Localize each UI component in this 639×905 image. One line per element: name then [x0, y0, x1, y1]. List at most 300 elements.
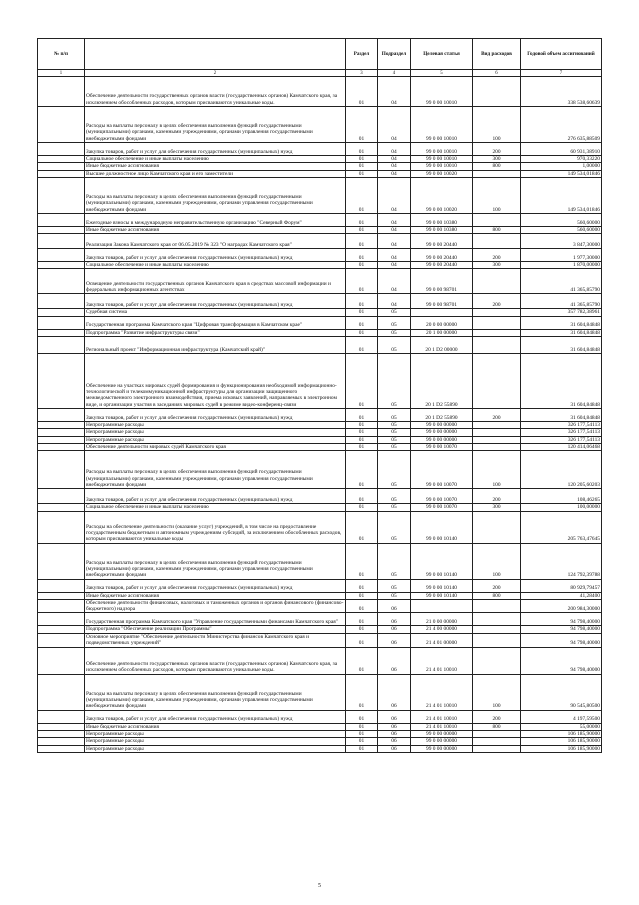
row-vid-cell: 100	[473, 177, 521, 213]
row-razdel-cell: 01	[346, 647, 378, 674]
row-razdel-cell: 01	[346, 674, 378, 710]
table-row	[38, 329, 602, 336]
row-num-cell	[38, 156, 85, 163]
row-podrazdel-cell: 04	[378, 163, 411, 170]
row-vid-cell: 800	[473, 723, 521, 730]
row-podrazdel-cell: 04	[378, 213, 411, 226]
row-name-cell: Закупка товаров, работ и услуг для обеспечения государственных (муниципальных) нужд	[85, 489, 346, 504]
row-sum-cell: 31 604,84848	[521, 409, 602, 422]
row-sum-cell: 41,28400	[521, 592, 602, 599]
row-num-cell	[38, 234, 85, 249]
table-row	[38, 738, 602, 745]
row-vid-cell	[473, 731, 521, 738]
row-num-cell	[38, 723, 85, 730]
row-statya-cell: 99 0 00 10140	[411, 511, 473, 543]
row-vid-cell: 200	[473, 579, 521, 592]
row-podrazdel-cell: 04	[378, 107, 411, 143]
row-name-cell: Непрограммные расходы	[85, 422, 346, 429]
header-razdel: Раздел	[346, 39, 378, 70]
column-number-row	[38, 70, 602, 77]
col-number: 2	[85, 70, 346, 77]
table-row	[38, 731, 602, 738]
row-podrazdel-cell: 04	[378, 177, 411, 213]
row-statya-cell: 99 0 00 00000	[411, 429, 473, 436]
row-name-cell: Высшее должностное лицо Камчатского края и его заместители	[85, 170, 346, 177]
table-row	[38, 354, 602, 409]
row-podrazdel-cell: 05	[378, 316, 411, 329]
row-sum-cell: 1 977,30000	[521, 249, 602, 262]
row-podrazdel-cell: 05	[378, 504, 411, 511]
table-row	[38, 143, 602, 156]
table-row	[38, 77, 602, 107]
row-razdel-cell: 01	[346, 316, 378, 329]
row-razdel-cell: 01	[346, 422, 378, 429]
row-statya-cell: 99 0 00 10380	[411, 226, 473, 233]
row-vid-cell	[473, 429, 521, 436]
row-name-cell: Основное мероприятие "Обеспечение деятельности Министерства финансов Камчатского края и подведомственных учреждений"	[85, 633, 346, 647]
row-podrazdel-cell: 05	[378, 429, 411, 436]
row-num-cell	[38, 409, 85, 422]
row-name-cell: Обеспечение деятельности государственных органов власти (государственных органов) Камчатского края, за исключением обособленных расходов, которым присваиваются уникальные коды.	[85, 647, 346, 674]
row-podrazdel-cell: 05	[378, 592, 411, 599]
row-num-cell	[38, 731, 85, 738]
row-name-cell: Обеспечение на участках мировых судей формирования и функционирования необходимой информационно-технологической и телекоммуникационной инфраструктуры для организации защищенного межведомственного электронного взаимодействия, приема исковых заявлений, направляемых в электронном виде, и организации участия в заседаниях мировых судей в режиме видео-конференц-связи	[85, 354, 346, 409]
row-podrazdel-cell: 05	[378, 451, 411, 489]
row-vid-cell	[473, 213, 521, 226]
row-num-cell	[38, 309, 85, 316]
row-sum-cell: 120 205,60203	[521, 451, 602, 489]
row-name-cell: Расходы на обеспечение деятельности (оказание услуг) учреждений, в том числе на предоставление государственным бюджетным и автономным учреждениям субсидий, за исключением обособленных расходов, которым присваиваются уникальные коды	[85, 511, 346, 543]
row-name-cell: Закупка товаров, работ и услуг для обеспечения государственных (муниципальных) нужд	[85, 294, 346, 309]
table-row	[38, 316, 602, 329]
row-num-cell	[38, 226, 85, 233]
row-podrazdel-cell: 06	[378, 626, 411, 633]
row-vid-cell	[473, 745, 521, 752]
row-razdel-cell: 01	[346, 143, 378, 156]
row-razdel-cell: 01	[346, 226, 378, 233]
row-statya-cell: 99 0 00 00000	[411, 738, 473, 745]
row-vid-cell: 300	[473, 262, 521, 269]
row-name-cell: Иные бюджетные ассигнования	[85, 163, 346, 170]
row-vid-cell	[473, 647, 521, 674]
row-name-cell: Иные бюджетные ассигнования	[85, 592, 346, 599]
row-podrazdel-cell: 06	[378, 731, 411, 738]
row-razdel-cell: 01	[346, 249, 378, 262]
table-row	[38, 226, 602, 233]
row-statya-cell: 99 0 00 10010	[411, 156, 473, 163]
row-sum-cell: 31 604,84848	[521, 354, 602, 409]
row-sum-cell: 338 538,60639	[521, 77, 602, 107]
row-statya-cell: 99 0 00 10140	[411, 543, 473, 579]
table-row	[38, 294, 602, 309]
table-row	[38, 409, 602, 422]
row-sum-cell: 90 545,80500	[521, 674, 602, 710]
table-row	[38, 745, 602, 752]
header-statya: Целевая статья	[411, 39, 473, 70]
row-podrazdel-cell: 04	[378, 170, 411, 177]
page-number: 5	[318, 883, 321, 889]
row-sum-cell: 326 177,54113	[521, 436, 602, 443]
row-sum-cell: 357 782,38961	[521, 309, 602, 316]
row-razdel-cell: 01	[346, 451, 378, 489]
row-razdel-cell: 01	[346, 613, 378, 626]
row-num-cell	[38, 354, 85, 409]
row-statya-cell: 99 0 00 00000	[411, 422, 473, 429]
table-row	[38, 599, 602, 613]
row-num-cell	[38, 511, 85, 543]
row-podrazdel-cell: 06	[378, 745, 411, 752]
row-statya-cell: 99 0 00 10070	[411, 489, 473, 504]
row-podrazdel-cell: 05	[378, 409, 411, 422]
row-vid-cell: 800	[473, 592, 521, 599]
row-num-cell	[38, 710, 85, 723]
table-row	[38, 177, 602, 213]
row-razdel-cell: 01	[346, 294, 378, 309]
row-podrazdel-cell: 04	[378, 234, 411, 249]
row-name-cell: Иные бюджетные ассигнования	[85, 226, 346, 233]
row-podrazdel-cell: 05	[378, 337, 411, 354]
row-num-cell	[38, 429, 85, 436]
col-number: 4	[378, 70, 411, 77]
table-row	[38, 170, 602, 177]
row-razdel-cell: 01	[346, 177, 378, 213]
row-statya-cell	[411, 309, 473, 316]
table-row	[38, 723, 602, 730]
row-name-cell: Государственная программа Камчатского края "Управление государственными финансами Камчатского края"	[85, 613, 346, 626]
row-name-cell: Расходы на выплаты персоналу в целях обеспечения выполнения функций государственными (муниципальными) органами, казенными учреждениями, органами управления государственными внебюджетными фондами	[85, 543, 346, 579]
row-sum-cell: 41 365,85790	[521, 269, 602, 294]
row-sum-cell: 31 604,84848	[521, 329, 602, 336]
row-sum-cell: 31 604,84848	[521, 316, 602, 329]
table-row	[38, 156, 602, 163]
row-podrazdel-cell: 05	[378, 443, 411, 450]
row-razdel-cell: 01	[346, 738, 378, 745]
row-vid-cell	[473, 316, 521, 329]
row-razdel-cell: 01	[346, 309, 378, 316]
row-razdel-cell: 01	[346, 723, 378, 730]
table-row	[38, 543, 602, 579]
row-statya-cell: 99 0 00 10020	[411, 177, 473, 213]
row-podrazdel-cell: 06	[378, 674, 411, 710]
row-razdel-cell: 01	[346, 489, 378, 504]
row-razdel-cell: 01	[346, 579, 378, 592]
row-statya-cell: 99 0 00 20440	[411, 262, 473, 269]
row-sum-cell: 326 177,54113	[521, 429, 602, 436]
row-razdel-cell: 01	[346, 543, 378, 579]
row-podrazdel-cell: 05	[378, 422, 411, 429]
row-razdel-cell: 01	[346, 269, 378, 294]
row-name-cell: Закупка товаров, работ и услуг для обеспечения государственных (муниципальных) нужд	[85, 710, 346, 723]
row-vid-cell: 200	[473, 294, 521, 309]
row-num-cell	[38, 294, 85, 309]
row-razdel-cell: 01	[346, 354, 378, 409]
row-razdel-cell: 01	[346, 436, 378, 443]
header-name	[85, 39, 346, 70]
row-sum-cell: 106 185,90000	[521, 745, 602, 752]
col-number: 6	[473, 70, 521, 77]
table-row	[38, 592, 602, 599]
row-name-cell: Региональный проект "Информационная инфраструктура (Камчатский край)"	[85, 337, 346, 354]
row-name-cell: Социальное обеспечение и иные выплаты населению	[85, 262, 346, 269]
row-statya-cell: 99 0 00 10020	[411, 170, 473, 177]
row-num-cell	[38, 316, 85, 329]
row-vid-cell	[473, 309, 521, 316]
row-num-cell	[38, 633, 85, 647]
table-row	[38, 626, 602, 633]
row-sum-cell: 970,33220	[521, 156, 602, 163]
row-podrazdel-cell: 05	[378, 309, 411, 316]
row-name-cell: Непрограммные расходы	[85, 738, 346, 745]
row-sum-cell: 4 197,59500	[521, 710, 602, 723]
row-podrazdel-cell: 06	[378, 710, 411, 723]
row-name-cell: Подпрограмма "Обеспечение реализации Программы"	[85, 626, 346, 633]
row-podrazdel-cell: 04	[378, 143, 411, 156]
row-statya-cell: 21 0 00 00000	[411, 613, 473, 626]
row-name-cell: Непрограммные расходы	[85, 429, 346, 436]
row-podrazdel-cell: 04	[378, 226, 411, 233]
row-sum-cell: 55,00000	[521, 723, 602, 730]
row-name-cell: Обеспечение деятельности мировых судей Камчатского края	[85, 443, 346, 450]
col-number: 7	[521, 70, 602, 77]
row-num-cell	[38, 489, 85, 504]
row-vid-cell: 300	[473, 156, 521, 163]
row-statya-cell: 21 4 01 10010	[411, 674, 473, 710]
header-row	[38, 39, 602, 70]
row-statya-cell: 99 0 00 10070	[411, 443, 473, 450]
row-podrazdel-cell: 05	[378, 543, 411, 579]
row-vid-cell	[473, 599, 521, 613]
row-statya-cell: 99 0 00 10380	[411, 213, 473, 226]
row-name-cell: Закупка товаров, работ и услуг для обеспечения государственных (муниципальных) нужд	[85, 249, 346, 262]
row-statya-cell: 99 0 00 10070	[411, 504, 473, 511]
row-num-cell	[38, 77, 85, 107]
row-num-cell	[38, 143, 85, 156]
row-num-cell	[38, 337, 85, 354]
table-row	[38, 234, 602, 249]
table-row	[38, 710, 602, 723]
row-vid-cell: 200	[473, 489, 521, 504]
col-number: 5	[411, 70, 473, 77]
row-podrazdel-cell: 06	[378, 723, 411, 730]
table-row	[38, 422, 602, 429]
row-sum-cell: 1 870,00000	[521, 262, 602, 269]
row-razdel-cell: 01	[346, 592, 378, 599]
row-sum-cell: 60 931,38910	[521, 143, 602, 156]
row-podrazdel-cell: 05	[378, 436, 411, 443]
row-statya-cell: 99 0 00 98701	[411, 294, 473, 309]
row-razdel-cell: 01	[346, 262, 378, 269]
row-razdel-cell: 01	[346, 107, 378, 143]
row-vid-cell	[473, 170, 521, 177]
col-number: 3	[346, 70, 378, 77]
row-vid-cell	[473, 626, 521, 633]
row-podrazdel-cell: 05	[378, 354, 411, 409]
table-row	[38, 249, 602, 262]
row-razdel-cell: 01	[346, 626, 378, 633]
row-razdel-cell: 01	[346, 77, 378, 107]
row-vid-cell: 100	[473, 543, 521, 579]
row-razdel-cell: 01	[346, 429, 378, 436]
row-vid-cell	[473, 234, 521, 249]
row-num-cell	[38, 422, 85, 429]
row-sum-cell: 94 798,40000	[521, 633, 602, 647]
row-num-cell	[38, 170, 85, 177]
row-sum-cell: 124 792,39788	[521, 543, 602, 579]
table-row	[38, 451, 602, 489]
row-vid-cell	[473, 422, 521, 429]
row-sum-cell: 100,00000	[521, 504, 602, 511]
row-num-cell	[38, 451, 85, 489]
row-sum-cell: 106 185,90000	[521, 738, 602, 745]
row-sum-cell: 3 847,30000	[521, 234, 602, 249]
header-podrazdel: Подраздел	[378, 39, 411, 70]
row-vid-cell: 300	[473, 504, 521, 511]
row-statya-cell: 99 0 00 00000	[411, 745, 473, 752]
row-vid-cell	[473, 436, 521, 443]
row-statya-cell: 20 1 00 00000	[411, 329, 473, 336]
table-row	[38, 579, 602, 592]
row-vid-cell	[473, 354, 521, 409]
row-razdel-cell: 01	[346, 511, 378, 543]
row-num-cell	[38, 262, 85, 269]
row-name-cell: Закупка товаров, работ и услуг для обеспечения государственных (муниципальных) нужд	[85, 579, 346, 592]
row-vid-cell	[473, 337, 521, 354]
row-vid-cell	[473, 633, 521, 647]
row-statya-cell: 99 0 00 00000	[411, 731, 473, 738]
row-statya-cell: 21 4 01 10010	[411, 723, 473, 730]
row-vid-cell: 800	[473, 163, 521, 170]
row-num-cell	[38, 177, 85, 213]
row-vid-cell: 200	[473, 710, 521, 723]
header-sum: Годовой объем ассигнований	[521, 39, 602, 70]
table-row	[38, 262, 602, 269]
row-statya-cell: 21 4 01 00000	[411, 633, 473, 647]
row-podrazdel-cell: 04	[378, 156, 411, 163]
row-podrazdel-cell: 04	[378, 77, 411, 107]
row-name-cell: Социальное обеспечение и иные выплаты населению	[85, 156, 346, 163]
row-name-cell: Закупка товаров, работ и услуг для обеспечения государственных (муниципальных) нужд	[85, 143, 346, 156]
row-vid-cell	[473, 511, 521, 543]
row-statya-cell: 99 0 00 10140	[411, 592, 473, 599]
row-statya-cell: 21 4 01 10010	[411, 710, 473, 723]
row-podrazdel-cell: 05	[378, 329, 411, 336]
table-row	[38, 436, 602, 443]
row-name-cell: Подпрограмма "Развитие инфраструктуры связи"	[85, 329, 346, 336]
row-sum-cell: 560,60000	[521, 226, 602, 233]
row-razdel-cell: 01	[346, 156, 378, 163]
row-num-cell	[38, 579, 85, 592]
row-vid-cell	[473, 77, 521, 107]
row-num-cell	[38, 543, 85, 579]
row-podrazdel-cell: 06	[378, 647, 411, 674]
row-vid-cell: 100	[473, 674, 521, 710]
row-sum-cell: 1,00000	[521, 163, 602, 170]
row-statya-cell: 21 4 00 00000	[411, 626, 473, 633]
table-row	[38, 613, 602, 626]
row-statya-cell	[411, 599, 473, 613]
row-num-cell	[38, 269, 85, 294]
row-name-cell: Судебная система	[85, 309, 346, 316]
row-razdel-cell: 01	[346, 213, 378, 226]
row-name-cell: Иные бюджетные ассигнования	[85, 723, 346, 730]
row-sum-cell: 94 798,40000	[521, 613, 602, 626]
row-statya-cell: 99 0 00 20440	[411, 249, 473, 262]
row-statya-cell: 99 0 00 10140	[411, 579, 473, 592]
row-name-cell: Расходы на выплаты персоналу в целях обеспечения выполнения функций государственными (муниципальными) органами, казенными учреждениями, органами управления государственными внебюджетными фондами	[85, 177, 346, 213]
row-razdel-cell: 01	[346, 163, 378, 170]
row-statya-cell: 99 0 00 98701	[411, 269, 473, 294]
table-row	[38, 269, 602, 294]
row-num-cell	[38, 249, 85, 262]
row-num-cell	[38, 107, 85, 143]
row-sum-cell: 108,46265	[521, 489, 602, 504]
table-row	[38, 489, 602, 504]
row-name-cell: Расходы на выплаты персоналу в целях обеспечения выполнения функций государственными (муниципальными) органами, казенными учреждениями, органами управления государственными внебюджетными фондами	[85, 674, 346, 710]
row-podrazdel-cell: 06	[378, 613, 411, 626]
row-statya-cell: 99 0 00 10010	[411, 143, 473, 156]
row-podrazdel-cell: 06	[378, 599, 411, 613]
row-sum-cell: 200 984,30000	[521, 599, 602, 613]
table-row	[38, 443, 602, 450]
row-sum-cell: 31 604,84848	[521, 337, 602, 354]
row-num-cell	[38, 436, 85, 443]
row-podrazdel-cell: 05	[378, 579, 411, 592]
row-name-cell: Непрограммные расходы	[85, 731, 346, 738]
row-statya-cell: 20 0 00 00000	[411, 316, 473, 329]
row-statya-cell: 21 4 01 10010	[411, 647, 473, 674]
row-vid-cell	[473, 613, 521, 626]
row-vid-cell: 100	[473, 107, 521, 143]
row-name-cell: Обеспечение деятельности государственных органов власти (государственных органов) Камчатского края, за исключением обособленных расходов, которым присваиваются уникальные коды.	[85, 77, 346, 107]
table-row	[38, 633, 602, 647]
row-statya-cell: 99 0 00 00000	[411, 436, 473, 443]
row-podrazdel-cell: 04	[378, 269, 411, 294]
row-name-cell: Непрограммные расходы	[85, 436, 346, 443]
row-statya-cell: 20 1 D2 00000	[411, 337, 473, 354]
row-vid-cell: 200	[473, 409, 521, 422]
row-num-cell	[38, 599, 85, 613]
row-vid-cell: 200	[473, 249, 521, 262]
row-razdel-cell: 01	[346, 234, 378, 249]
row-sum-cell: 94 798,40000	[521, 626, 602, 633]
row-num-cell	[38, 626, 85, 633]
row-sum-cell: 94 798,40000	[521, 647, 602, 674]
row-num-cell	[38, 647, 85, 674]
row-num-cell	[38, 613, 85, 626]
header-vid: Вид расходов	[473, 39, 521, 70]
row-sum-cell: 80 929,79457	[521, 579, 602, 592]
row-name-cell: Закупка товаров, работ и услуг для обеспечения государственных (муниципальных) нужд	[85, 409, 346, 422]
row-vid-cell: 800	[473, 226, 521, 233]
row-podrazdel-cell: 06	[378, 738, 411, 745]
row-statya-cell: 99 0 00 10070	[411, 451, 473, 489]
row-statya-cell: 99 0 00 10010	[411, 77, 473, 107]
row-podrazdel-cell: 06	[378, 633, 411, 647]
row-num-cell	[38, 443, 85, 450]
row-razdel-cell: 01	[346, 443, 378, 450]
row-sum-cell: 106 185,90000	[521, 731, 602, 738]
col-number: 1	[38, 70, 85, 77]
row-vid-cell: 100	[473, 451, 521, 489]
row-podrazdel-cell: 05	[378, 511, 411, 543]
row-name-cell: Ежегодные взносы в международную неправительственную организацию "Северный Форум"	[85, 213, 346, 226]
row-vid-cell	[473, 269, 521, 294]
row-vid-cell: 200	[473, 143, 521, 156]
row-razdel-cell: 01	[346, 170, 378, 177]
row-vid-cell	[473, 738, 521, 745]
row-num-cell	[38, 329, 85, 336]
row-sum-cell: 149 534,01846	[521, 170, 602, 177]
